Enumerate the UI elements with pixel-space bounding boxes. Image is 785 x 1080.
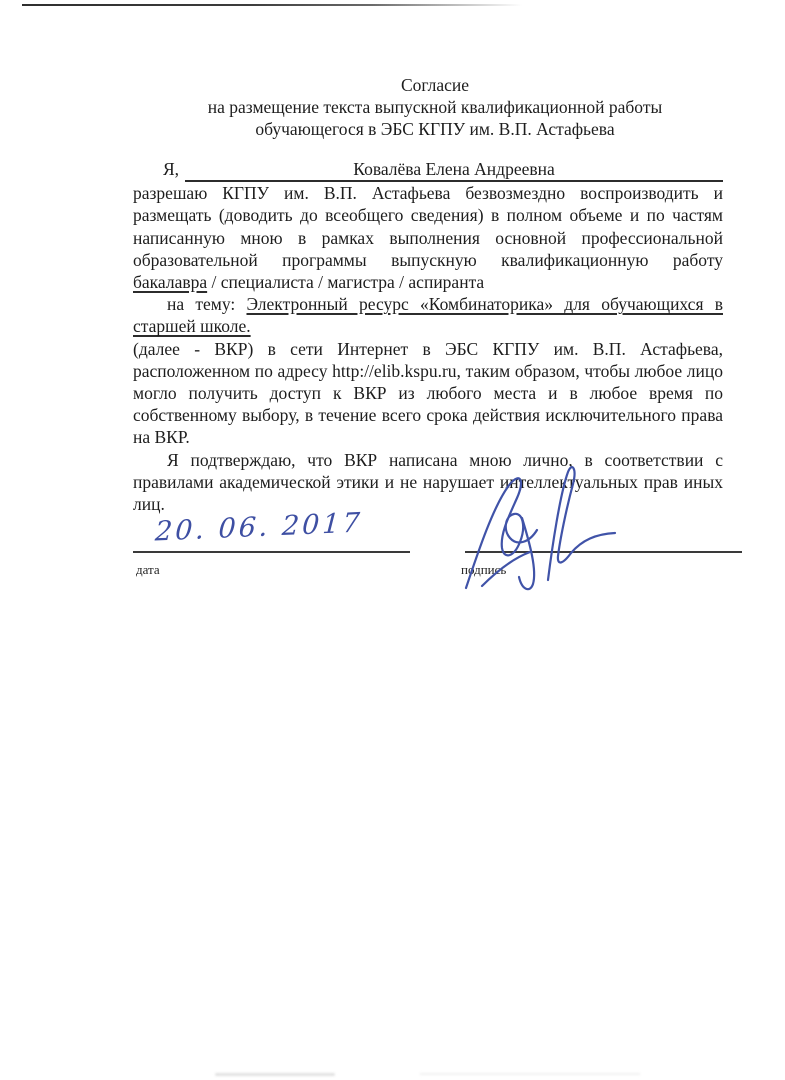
scan-edge-artifact: [22, 4, 522, 6]
handwritten-date: 20. 06. 2017: [154, 507, 364, 548]
degree-selected: бакалавра: [133, 272, 208, 293]
title-line-2: на размещение текста выпускной квалификационной работы: [207, 97, 663, 118]
document-body: [133, 158, 723, 515]
confirmation-paragraph: Я подтверждаю, что ВКР написана мною лично, в соответствии с правилами академической этики и не нарушает интеллектуальных прав иных лиц.: [133, 449, 723, 515]
name-blank-line: [185, 158, 723, 182]
permission-paragraph: разрешаю КГПУ им. В.П. Астафьева безвозмездно воспроизводить и размещать (доводить до всеобщего сведения) в полном объеме и по частям написанную мною в рамках выполнения основной профессиональной образовательной программы выпускную квалификационную работу: [133, 183, 723, 270]
topic-line: [133, 293, 723, 337]
intro-prefix: Я,: [163, 159, 180, 179]
scan-bottom-artifact: [215, 1073, 335, 1076]
handwritten-signature: [452, 460, 622, 594]
student-name: Ковалёва Елена Андреевна: [353, 159, 555, 179]
degree-options: / специалиста / магистра / аспиранта: [207, 272, 485, 293]
distribution-paragraph: (далее - ВКР) в сети Интернет в ЭБС КГПУ им. В.П. Астафьева, расположенном по адресу http://elib.kspu.ru, таким образом, чтобы любое лицо могло получить доступ к ВКР из любого места и в любое время по собственному выбору, в течение всего срока действия исключительного права на ВКР.: [133, 338, 723, 448]
signature-label: подпись: [461, 562, 507, 577]
title-line-3: обучающегося в ЭБС КГПУ им. В.П. Астафьева: [255, 119, 615, 140]
topic-label: на тему:: [167, 294, 247, 315]
scan-bottom-artifact-2: [420, 1073, 640, 1075]
document-title: [133, 74, 737, 141]
intro-line: [133, 158, 723, 182]
topic-title: Электронный ресурс «Комбинаторика» для обучающихся в старшей школе.: [133, 294, 723, 337]
date-label: дата: [136, 562, 160, 577]
title-line-1: Согласие: [400, 75, 470, 95]
degree-line: [133, 271, 723, 293]
date-signature-line: [133, 551, 410, 553]
